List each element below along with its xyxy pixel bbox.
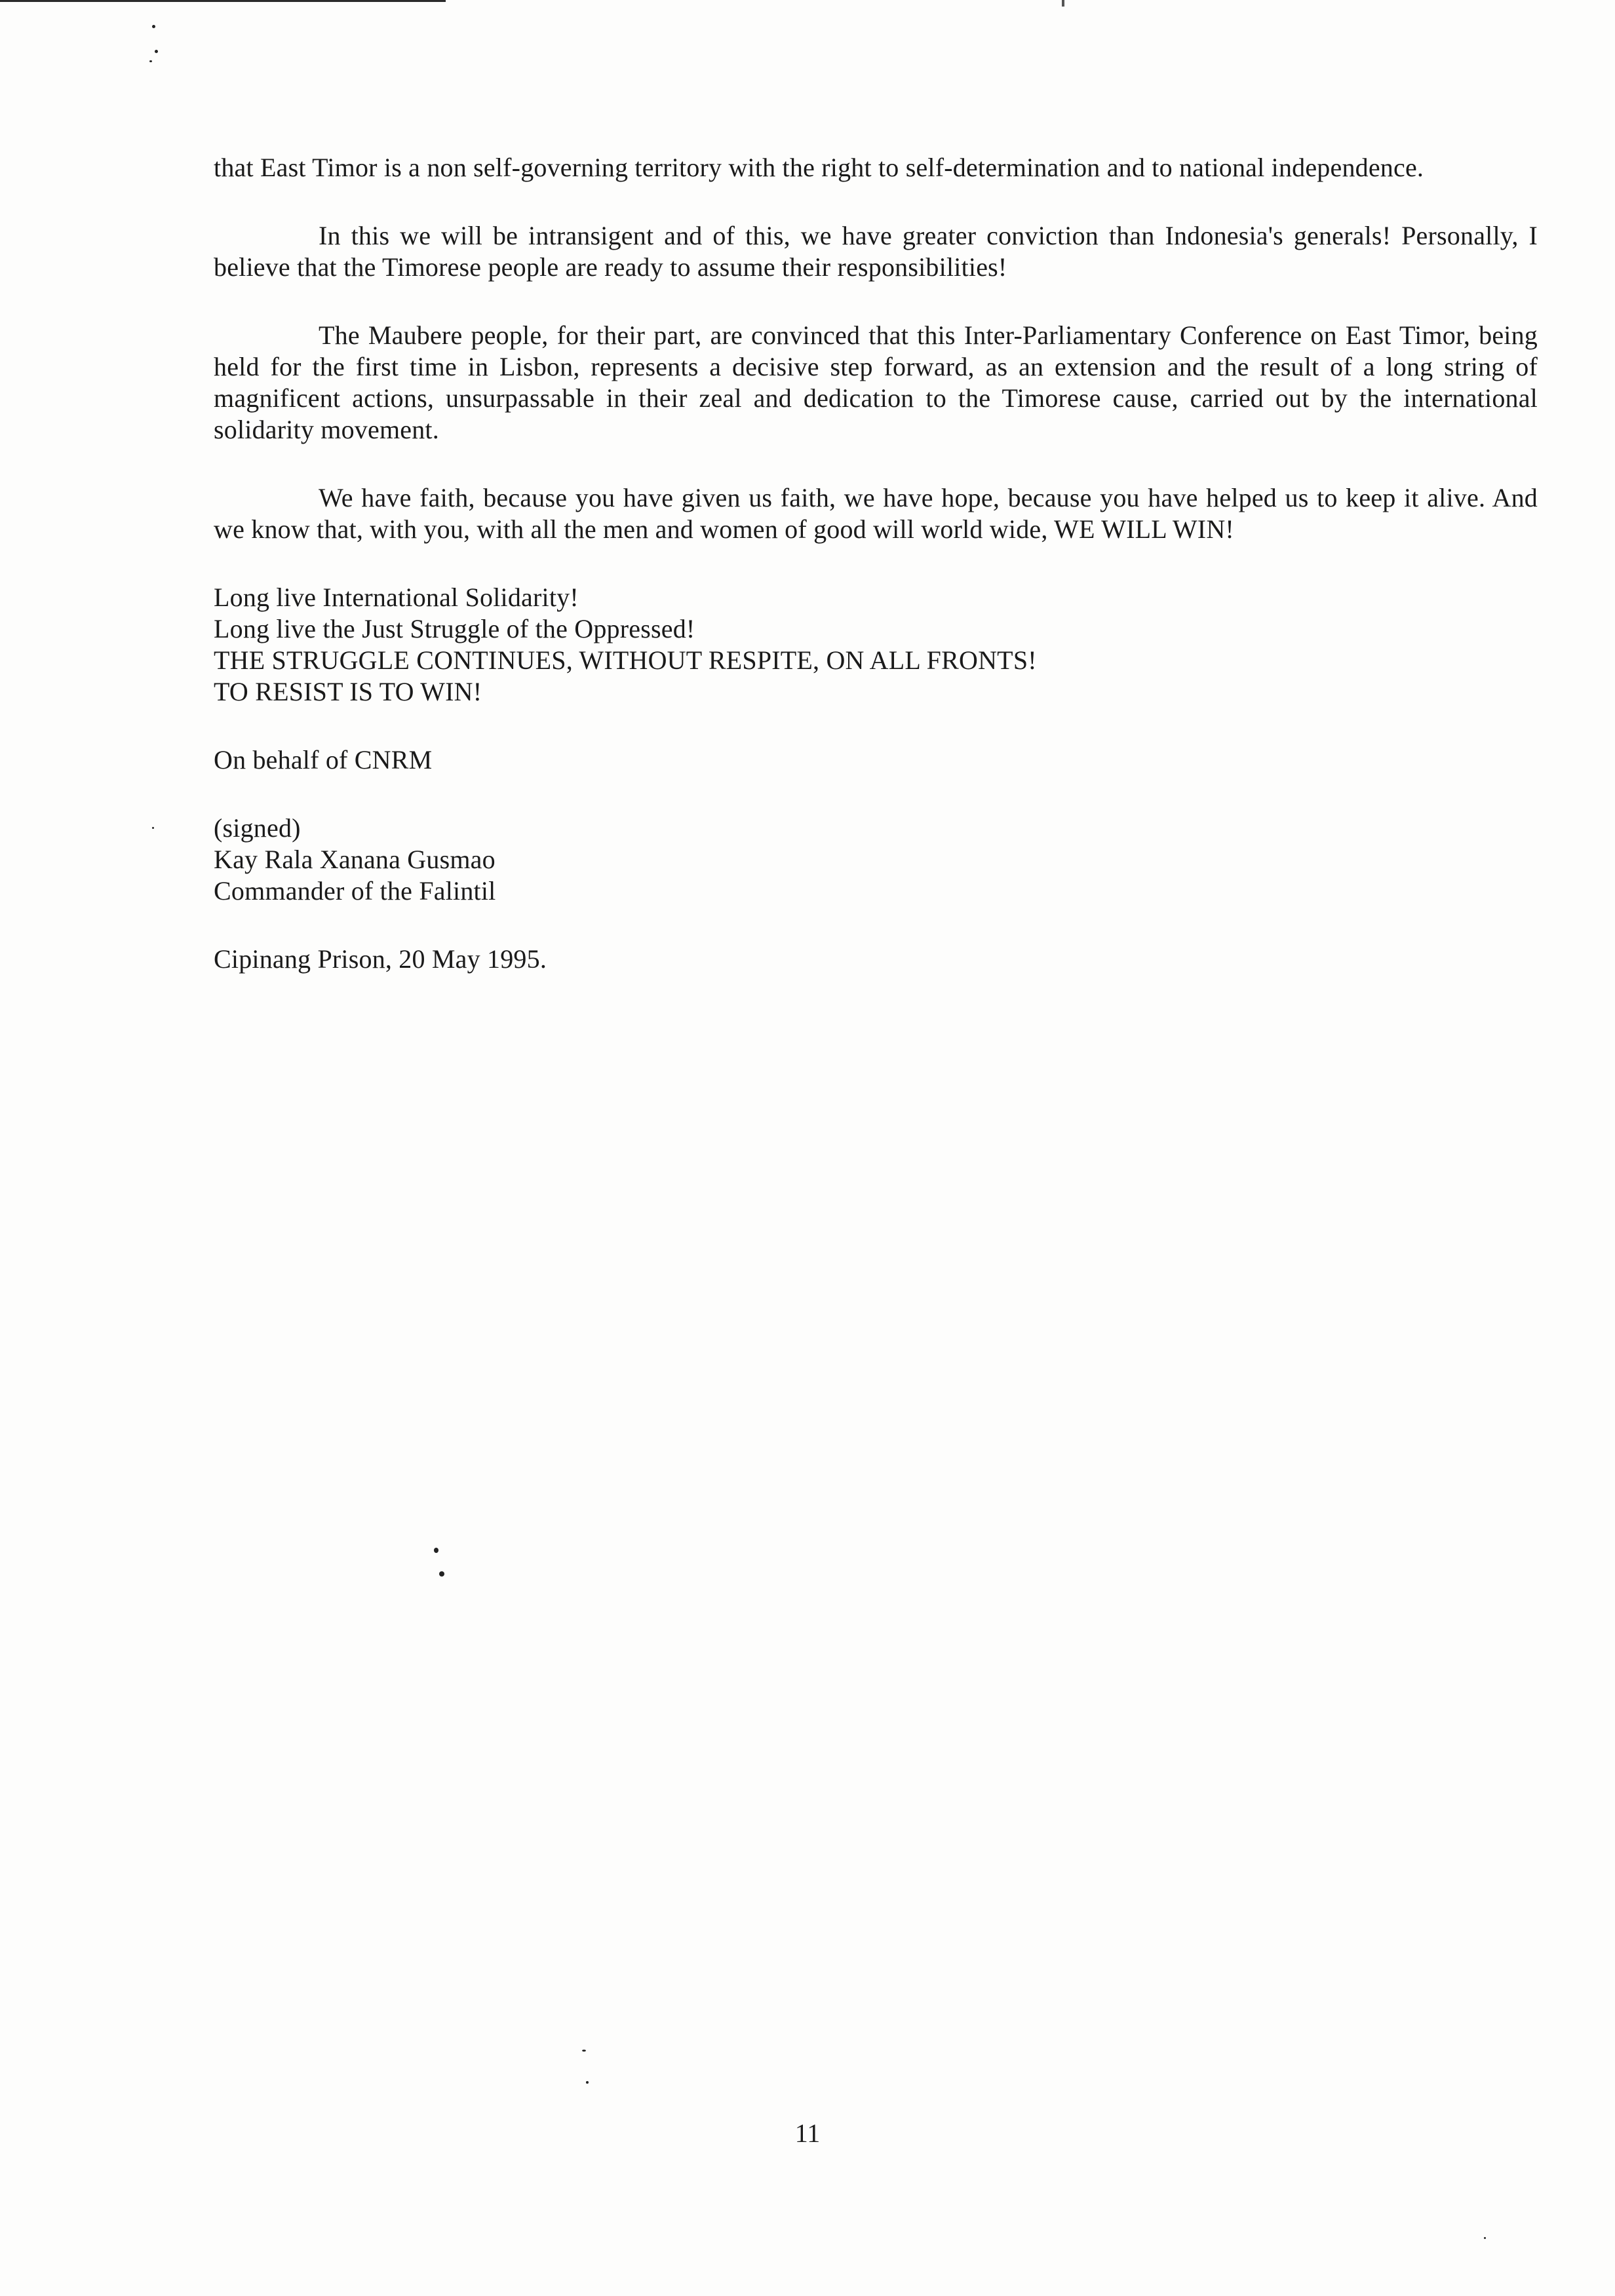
slogan-line: Long live the Just Struggle of the Oppressed! — [214, 614, 695, 643]
place-date-line — [214, 944, 1538, 975]
signed-note: (signed) — [214, 813, 301, 843]
scan-speck — [439, 1571, 444, 1577]
page-number: 11 — [794, 2118, 821, 2148]
paragraph-maubere-people: The Maubere people, for their part, are convinced that this Inter-Parliamentary Conference on East Timor, being held for the first time in Lisbon, represents a decisive step forward, as an extension and the result of a long string of magnificent actions, unsurpassable in their zeal and dedication to the Timorese cause, carried out by the international solidarity movement. — [214, 320, 1538, 444]
letter-body — [214, 152, 1538, 1012]
top-edge-rule — [0, 0, 446, 2]
top-edge-mark — [1062, 0, 1064, 7]
scan-speck — [149, 60, 152, 62]
slogan-line: TO RESIST IS TO WIN! — [214, 677, 482, 706]
scan-speck — [155, 50, 158, 53]
scan-speck — [434, 1548, 438, 1553]
signatory-title: Commander of the Falintil — [214, 876, 496, 906]
scan-speck — [152, 827, 154, 829]
paragraph-faith-hope: We have faith, because you have given us faith, we have hope, because you have helped us to keep it alive. And we know that, with you, with all the men and women of good will world wide, WE WILL WIN! — [214, 483, 1538, 544]
signatory-name: Kay Rala Xanana Gusmao — [214, 845, 496, 874]
scan-speck — [582, 2050, 586, 2052]
signature-block — [214, 813, 1538, 907]
paragraph-self-determination: that East Timor is a non self-governing territory with the right to self-determination and to national independence. — [214, 153, 1424, 182]
slogan-line: Long live International Solidarity! — [214, 583, 579, 612]
on-behalf-line — [214, 744, 1538, 776]
paragraph-intransigent: In this we will be intransigent and of this, we have greater conviction than Indonesia's generals! Personally, I believe that the Timorese people are ready to assume their responsibilities! — [214, 221, 1538, 282]
scan-speck — [586, 2081, 589, 2084]
slogan-line: THE STRUGGLE CONTINUES, WITHOUT RESPITE, ON ALL FRONTS! — [214, 645, 1037, 675]
scan-speck — [152, 25, 155, 28]
place-date-text: Cipinang Prison, 20 May 1995. — [214, 944, 547, 974]
scan-speck — [1484, 2237, 1486, 2239]
slogans-block — [214, 582, 1538, 708]
on-behalf-text: On behalf of CNRM — [214, 745, 433, 775]
